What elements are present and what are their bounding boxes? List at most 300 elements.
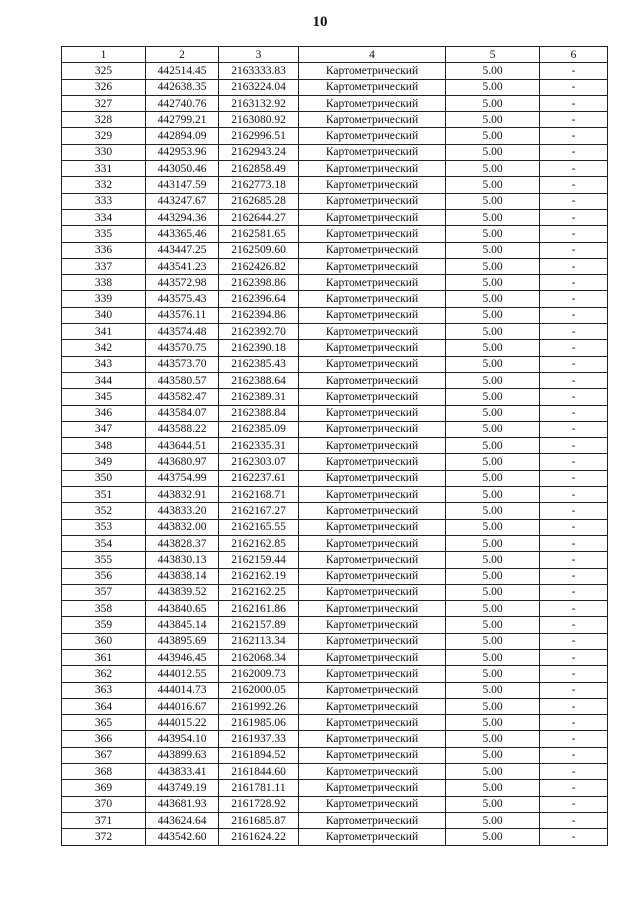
accuracy-cell: 5.00	[446, 79, 540, 95]
table-row	[62, 454, 608, 470]
note-cell: -	[540, 95, 608, 111]
column-header-3: 3	[219, 47, 299, 63]
note-cell: -	[540, 372, 608, 388]
x-coordinate-cell: 442894.09	[146, 128, 219, 144]
table-row	[62, 617, 608, 633]
x-coordinate-cell: 443830.13	[146, 552, 219, 568]
x-coordinate-cell: 442799.21	[146, 112, 219, 128]
method-cell: Картометрический	[299, 584, 446, 600]
note-cell: -	[540, 552, 608, 568]
table-row	[62, 324, 608, 340]
note-cell: -	[540, 731, 608, 747]
accuracy-cell: 5.00	[446, 617, 540, 633]
y-coordinate-cell: 2162390.18	[219, 340, 299, 356]
accuracy-cell: 5.00	[446, 275, 540, 291]
table-row	[62, 258, 608, 274]
table-row	[62, 584, 608, 600]
point-number-cell: 345	[62, 389, 146, 405]
table-row	[62, 209, 608, 225]
note-cell: -	[540, 144, 608, 160]
point-number-cell: 343	[62, 356, 146, 372]
method-cell: Картометрический	[299, 209, 446, 225]
table-row	[62, 95, 608, 111]
note-cell: -	[540, 389, 608, 405]
x-coordinate-cell: 443895.69	[146, 633, 219, 649]
accuracy-cell: 5.00	[446, 796, 540, 812]
point-number-cell: 361	[62, 649, 146, 665]
y-coordinate-cell: 2162388.64	[219, 372, 299, 388]
note-cell: -	[540, 340, 608, 356]
accuracy-cell: 5.00	[446, 633, 540, 649]
method-cell: Картометрический	[299, 258, 446, 274]
method-cell: Картометрический	[299, 682, 446, 698]
x-coordinate-cell: 443946.45	[146, 649, 219, 665]
table-row	[62, 226, 608, 242]
accuracy-cell: 5.00	[446, 731, 540, 747]
point-number-cell: 370	[62, 796, 146, 812]
point-number-cell: 335	[62, 226, 146, 242]
point-number-cell: 341	[62, 324, 146, 340]
method-cell: Картометрический	[299, 372, 446, 388]
note-cell: -	[540, 307, 608, 323]
method-cell: Картометрический	[299, 812, 446, 828]
accuracy-cell: 5.00	[446, 291, 540, 307]
method-cell: Картометрический	[299, 307, 446, 323]
y-coordinate-cell: 2162162.85	[219, 535, 299, 551]
x-coordinate-cell: 442740.76	[146, 95, 219, 111]
x-coordinate-cell: 443572.98	[146, 275, 219, 291]
note-cell: -	[540, 601, 608, 617]
method-cell: Картометрический	[299, 535, 446, 551]
y-coordinate-cell: 2162392.70	[219, 324, 299, 340]
method-cell: Картометрический	[299, 649, 446, 665]
table-row	[62, 698, 608, 714]
note-cell: -	[540, 503, 608, 519]
method-cell: Картометрический	[299, 356, 446, 372]
method-cell: Картометрический	[299, 340, 446, 356]
table-row	[62, 747, 608, 763]
method-cell: Картометрический	[299, 698, 446, 714]
table-row	[62, 812, 608, 828]
accuracy-cell: 5.00	[446, 666, 540, 682]
method-cell: Картометрический	[299, 454, 446, 470]
point-number-cell: 363	[62, 682, 146, 698]
point-number-cell: 355	[62, 552, 146, 568]
accuracy-cell: 5.00	[446, 470, 540, 486]
method-cell: Картометрический	[299, 177, 446, 193]
point-number-cell: 334	[62, 209, 146, 225]
y-coordinate-cell: 2163224.04	[219, 79, 299, 95]
x-coordinate-cell: 443542.60	[146, 829, 219, 845]
point-number-cell: 329	[62, 128, 146, 144]
point-number-cell: 325	[62, 63, 146, 79]
table-row	[62, 291, 608, 307]
x-coordinate-cell: 443447.25	[146, 242, 219, 258]
y-coordinate-cell: 2162644.27	[219, 209, 299, 225]
point-number-cell: 354	[62, 535, 146, 551]
table-row	[62, 731, 608, 747]
y-coordinate-cell: 2162943.24	[219, 144, 299, 160]
x-coordinate-cell: 443832.91	[146, 487, 219, 503]
x-coordinate-cell: 444012.55	[146, 666, 219, 682]
method-cell: Картометрический	[299, 128, 446, 144]
x-coordinate-cell: 443580.57	[146, 372, 219, 388]
table-row	[62, 649, 608, 665]
accuracy-cell: 5.00	[446, 144, 540, 160]
table-row	[62, 128, 608, 144]
x-coordinate-cell: 443845.14	[146, 617, 219, 633]
note-cell: -	[540, 79, 608, 95]
table-row	[62, 568, 608, 584]
x-coordinate-cell: 443680.97	[146, 454, 219, 470]
x-coordinate-cell: 443147.59	[146, 177, 219, 193]
y-coordinate-cell: 2162388.84	[219, 405, 299, 421]
table-row	[62, 503, 608, 519]
table-row	[62, 372, 608, 388]
point-number-cell: 330	[62, 144, 146, 160]
accuracy-cell: 5.00	[446, 584, 540, 600]
note-cell: -	[540, 356, 608, 372]
table-body	[62, 63, 608, 845]
note-cell: -	[540, 161, 608, 177]
method-cell: Картометрический	[299, 617, 446, 633]
method-cell: Картометрический	[299, 144, 446, 160]
table-row	[62, 666, 608, 682]
x-coordinate-cell: 443582.47	[146, 389, 219, 405]
point-number-cell: 372	[62, 829, 146, 845]
accuracy-cell: 5.00	[446, 95, 540, 111]
point-number-cell: 359	[62, 617, 146, 633]
method-cell: Картометрический	[299, 601, 446, 617]
note-cell: -	[540, 438, 608, 454]
point-number-cell: 336	[62, 242, 146, 258]
x-coordinate-cell: 443541.23	[146, 258, 219, 274]
method-cell: Картометрический	[299, 829, 446, 845]
note-cell: -	[540, 715, 608, 731]
point-number-cell: 337	[62, 258, 146, 274]
point-number-cell: 358	[62, 601, 146, 617]
point-number-cell: 350	[62, 470, 146, 486]
y-coordinate-cell: 2161844.60	[219, 764, 299, 780]
y-coordinate-cell: 2162509.60	[219, 242, 299, 258]
accuracy-cell: 5.00	[446, 372, 540, 388]
method-cell: Картометрический	[299, 242, 446, 258]
note-cell: -	[540, 470, 608, 486]
y-coordinate-cell: 2163333.83	[219, 63, 299, 79]
x-coordinate-cell: 443624.64	[146, 812, 219, 828]
table-row	[62, 275, 608, 291]
y-coordinate-cell: 2162303.07	[219, 454, 299, 470]
point-number-cell: 357	[62, 584, 146, 600]
method-cell: Картометрический	[299, 470, 446, 486]
y-coordinate-cell: 2162335.31	[219, 438, 299, 454]
accuracy-cell: 5.00	[446, 193, 540, 209]
point-number-cell: 353	[62, 519, 146, 535]
table-row	[62, 829, 608, 845]
x-coordinate-cell: 444016.67	[146, 698, 219, 714]
accuracy-cell: 5.00	[446, 519, 540, 535]
table-row	[62, 161, 608, 177]
accuracy-cell: 5.00	[446, 389, 540, 405]
x-coordinate-cell: 443588.22	[146, 421, 219, 437]
accuracy-cell: 5.00	[446, 454, 540, 470]
point-number-cell: 326	[62, 79, 146, 95]
method-cell: Картометрический	[299, 633, 446, 649]
y-coordinate-cell: 2161937.33	[219, 731, 299, 747]
x-coordinate-cell: 443574.48	[146, 324, 219, 340]
point-number-cell: 327	[62, 95, 146, 111]
accuracy-cell: 5.00	[446, 812, 540, 828]
note-cell: -	[540, 128, 608, 144]
coordinates-table	[61, 46, 608, 846]
y-coordinate-cell: 2162237.61	[219, 470, 299, 486]
table-row	[62, 552, 608, 568]
table-row	[62, 633, 608, 649]
x-coordinate-cell: 443247.67	[146, 193, 219, 209]
note-cell: -	[540, 275, 608, 291]
point-number-cell: 367	[62, 747, 146, 763]
accuracy-cell: 5.00	[446, 242, 540, 258]
accuracy-cell: 5.00	[446, 307, 540, 323]
note-cell: -	[540, 584, 608, 600]
y-coordinate-cell: 2161985.06	[219, 715, 299, 731]
accuracy-cell: 5.00	[446, 112, 540, 128]
point-number-cell: 332	[62, 177, 146, 193]
accuracy-cell: 5.00	[446, 747, 540, 763]
y-coordinate-cell: 2162068.34	[219, 649, 299, 665]
table-row	[62, 780, 608, 796]
note-cell: -	[540, 421, 608, 437]
column-header-5: 5	[446, 47, 540, 63]
note-cell: -	[540, 780, 608, 796]
y-coordinate-cell: 2162162.19	[219, 568, 299, 584]
accuracy-cell: 5.00	[446, 503, 540, 519]
x-coordinate-cell: 443749.19	[146, 780, 219, 796]
x-coordinate-cell: 443754.99	[146, 470, 219, 486]
note-cell: -	[540, 454, 608, 470]
point-number-cell: 344	[62, 372, 146, 388]
accuracy-cell: 5.00	[446, 568, 540, 584]
y-coordinate-cell: 2162113.34	[219, 633, 299, 649]
y-coordinate-cell: 2162165.55	[219, 519, 299, 535]
note-cell: -	[540, 177, 608, 193]
note-cell: -	[540, 649, 608, 665]
column-header-6: 6	[540, 47, 608, 63]
x-coordinate-cell: 443839.52	[146, 584, 219, 600]
y-coordinate-cell: 2162858.49	[219, 161, 299, 177]
accuracy-cell: 5.00	[446, 324, 540, 340]
note-cell: -	[540, 812, 608, 828]
note-cell: -	[540, 829, 608, 845]
x-coordinate-cell: 443838.14	[146, 568, 219, 584]
x-coordinate-cell: 443573.70	[146, 356, 219, 372]
y-coordinate-cell: 2163132.92	[219, 95, 299, 111]
x-coordinate-cell: 442953.96	[146, 144, 219, 160]
note-cell: -	[540, 112, 608, 128]
note-cell: -	[540, 682, 608, 698]
note-cell: -	[540, 258, 608, 274]
table-row	[62, 144, 608, 160]
method-cell: Картометрический	[299, 503, 446, 519]
note-cell: -	[540, 535, 608, 551]
method-cell: Картометрический	[299, 405, 446, 421]
table-row	[62, 193, 608, 209]
point-number-cell: 333	[62, 193, 146, 209]
table-row	[62, 340, 608, 356]
y-coordinate-cell: 2162167.27	[219, 503, 299, 519]
table-header-row	[62, 47, 608, 63]
y-coordinate-cell: 2162426.82	[219, 258, 299, 274]
y-coordinate-cell: 2162396.64	[219, 291, 299, 307]
accuracy-cell: 5.00	[446, 258, 540, 274]
table-row	[62, 63, 608, 79]
column-header-1: 1	[62, 47, 146, 63]
method-cell: Картометрический	[299, 666, 446, 682]
y-coordinate-cell: 2161728.92	[219, 796, 299, 812]
accuracy-cell: 5.00	[446, 340, 540, 356]
note-cell: -	[540, 747, 608, 763]
accuracy-cell: 5.00	[446, 552, 540, 568]
note-cell: -	[540, 487, 608, 503]
page-number: 10	[312, 14, 328, 30]
y-coordinate-cell: 2161685.87	[219, 812, 299, 828]
column-header-2: 2	[146, 47, 219, 63]
point-number-cell: 346	[62, 405, 146, 421]
accuracy-cell: 5.00	[446, 177, 540, 193]
accuracy-cell: 5.00	[446, 421, 540, 437]
method-cell: Картометрический	[299, 291, 446, 307]
table-row	[62, 421, 608, 437]
y-coordinate-cell: 2161894.52	[219, 747, 299, 763]
x-coordinate-cell: 443954.10	[146, 731, 219, 747]
note-cell: -	[540, 698, 608, 714]
accuracy-cell: 5.00	[446, 63, 540, 79]
y-coordinate-cell: 2162389.31	[219, 389, 299, 405]
table-row	[62, 405, 608, 421]
y-coordinate-cell: 2162394.86	[219, 307, 299, 323]
point-number-cell: 352	[62, 503, 146, 519]
y-coordinate-cell: 2162009.73	[219, 666, 299, 682]
x-coordinate-cell: 443575.43	[146, 291, 219, 307]
table-row	[62, 79, 608, 95]
x-coordinate-cell: 443050.46	[146, 161, 219, 177]
table-row	[62, 535, 608, 551]
table-row	[62, 112, 608, 128]
y-coordinate-cell: 2161992.26	[219, 698, 299, 714]
method-cell: Картометрический	[299, 747, 446, 763]
point-number-cell: 349	[62, 454, 146, 470]
table-row	[62, 389, 608, 405]
column-header-4: 4	[299, 47, 446, 63]
y-coordinate-cell: 2163080.92	[219, 112, 299, 128]
accuracy-cell: 5.00	[446, 780, 540, 796]
table-row	[62, 796, 608, 812]
point-number-cell: 328	[62, 112, 146, 128]
x-coordinate-cell: 443365.46	[146, 226, 219, 242]
note-cell: -	[540, 796, 608, 812]
x-coordinate-cell: 442514.45	[146, 63, 219, 79]
table-row	[62, 177, 608, 193]
x-coordinate-cell: 443899.63	[146, 747, 219, 763]
y-coordinate-cell: 2162157.89	[219, 617, 299, 633]
y-coordinate-cell: 2162581.65	[219, 226, 299, 242]
note-cell: -	[540, 764, 608, 780]
x-coordinate-cell: 443584.07	[146, 405, 219, 421]
method-cell: Картометрический	[299, 63, 446, 79]
y-coordinate-cell: 2162159.44	[219, 552, 299, 568]
accuracy-cell: 5.00	[446, 128, 540, 144]
note-cell: -	[540, 193, 608, 209]
x-coordinate-cell: 443570.75	[146, 340, 219, 356]
y-coordinate-cell: 2161781.11	[219, 780, 299, 796]
point-number-cell: 348	[62, 438, 146, 454]
table-row	[62, 307, 608, 323]
method-cell: Картометрический	[299, 79, 446, 95]
point-number-cell: 368	[62, 764, 146, 780]
x-coordinate-cell: 444014.73	[146, 682, 219, 698]
y-coordinate-cell: 2162000.05	[219, 682, 299, 698]
accuracy-cell: 5.00	[446, 682, 540, 698]
note-cell: -	[540, 568, 608, 584]
method-cell: Картометрический	[299, 731, 446, 747]
note-cell: -	[540, 405, 608, 421]
method-cell: Картометрический	[299, 715, 446, 731]
method-cell: Картометрический	[299, 438, 446, 454]
accuracy-cell: 5.00	[446, 715, 540, 731]
point-number-cell: 340	[62, 307, 146, 323]
x-coordinate-cell: 443833.20	[146, 503, 219, 519]
table-row	[62, 764, 608, 780]
point-number-cell: 371	[62, 812, 146, 828]
x-coordinate-cell: 442638.35	[146, 79, 219, 95]
point-number-cell: 342	[62, 340, 146, 356]
method-cell: Картометрический	[299, 764, 446, 780]
table-row	[62, 682, 608, 698]
table-row	[62, 487, 608, 503]
point-number-cell: 360	[62, 633, 146, 649]
accuracy-cell: 5.00	[446, 226, 540, 242]
note-cell: -	[540, 666, 608, 682]
x-coordinate-cell: 443576.11	[146, 307, 219, 323]
y-coordinate-cell: 2162162.25	[219, 584, 299, 600]
y-coordinate-cell: 2162161.86	[219, 601, 299, 617]
method-cell: Картометрический	[299, 193, 446, 209]
point-number-cell: 364	[62, 698, 146, 714]
method-cell: Картометрический	[299, 421, 446, 437]
accuracy-cell: 5.00	[446, 535, 540, 551]
point-number-cell: 362	[62, 666, 146, 682]
table-row	[62, 715, 608, 731]
note-cell: -	[540, 633, 608, 649]
method-cell: Картометрический	[299, 552, 446, 568]
method-cell: Картометрический	[299, 519, 446, 535]
point-number-cell: 347	[62, 421, 146, 437]
method-cell: Картометрический	[299, 389, 446, 405]
point-number-cell: 356	[62, 568, 146, 584]
accuracy-cell: 5.00	[446, 649, 540, 665]
note-cell: -	[540, 63, 608, 79]
y-coordinate-cell: 2161624.22	[219, 829, 299, 845]
accuracy-cell: 5.00	[446, 161, 540, 177]
y-coordinate-cell: 2162996.51	[219, 128, 299, 144]
table-row	[62, 242, 608, 258]
point-number-cell: 331	[62, 161, 146, 177]
accuracy-cell: 5.00	[446, 209, 540, 225]
method-cell: Картометрический	[299, 226, 446, 242]
point-number-cell: 351	[62, 487, 146, 503]
point-number-cell: 365	[62, 715, 146, 731]
method-cell: Картометрический	[299, 796, 446, 812]
